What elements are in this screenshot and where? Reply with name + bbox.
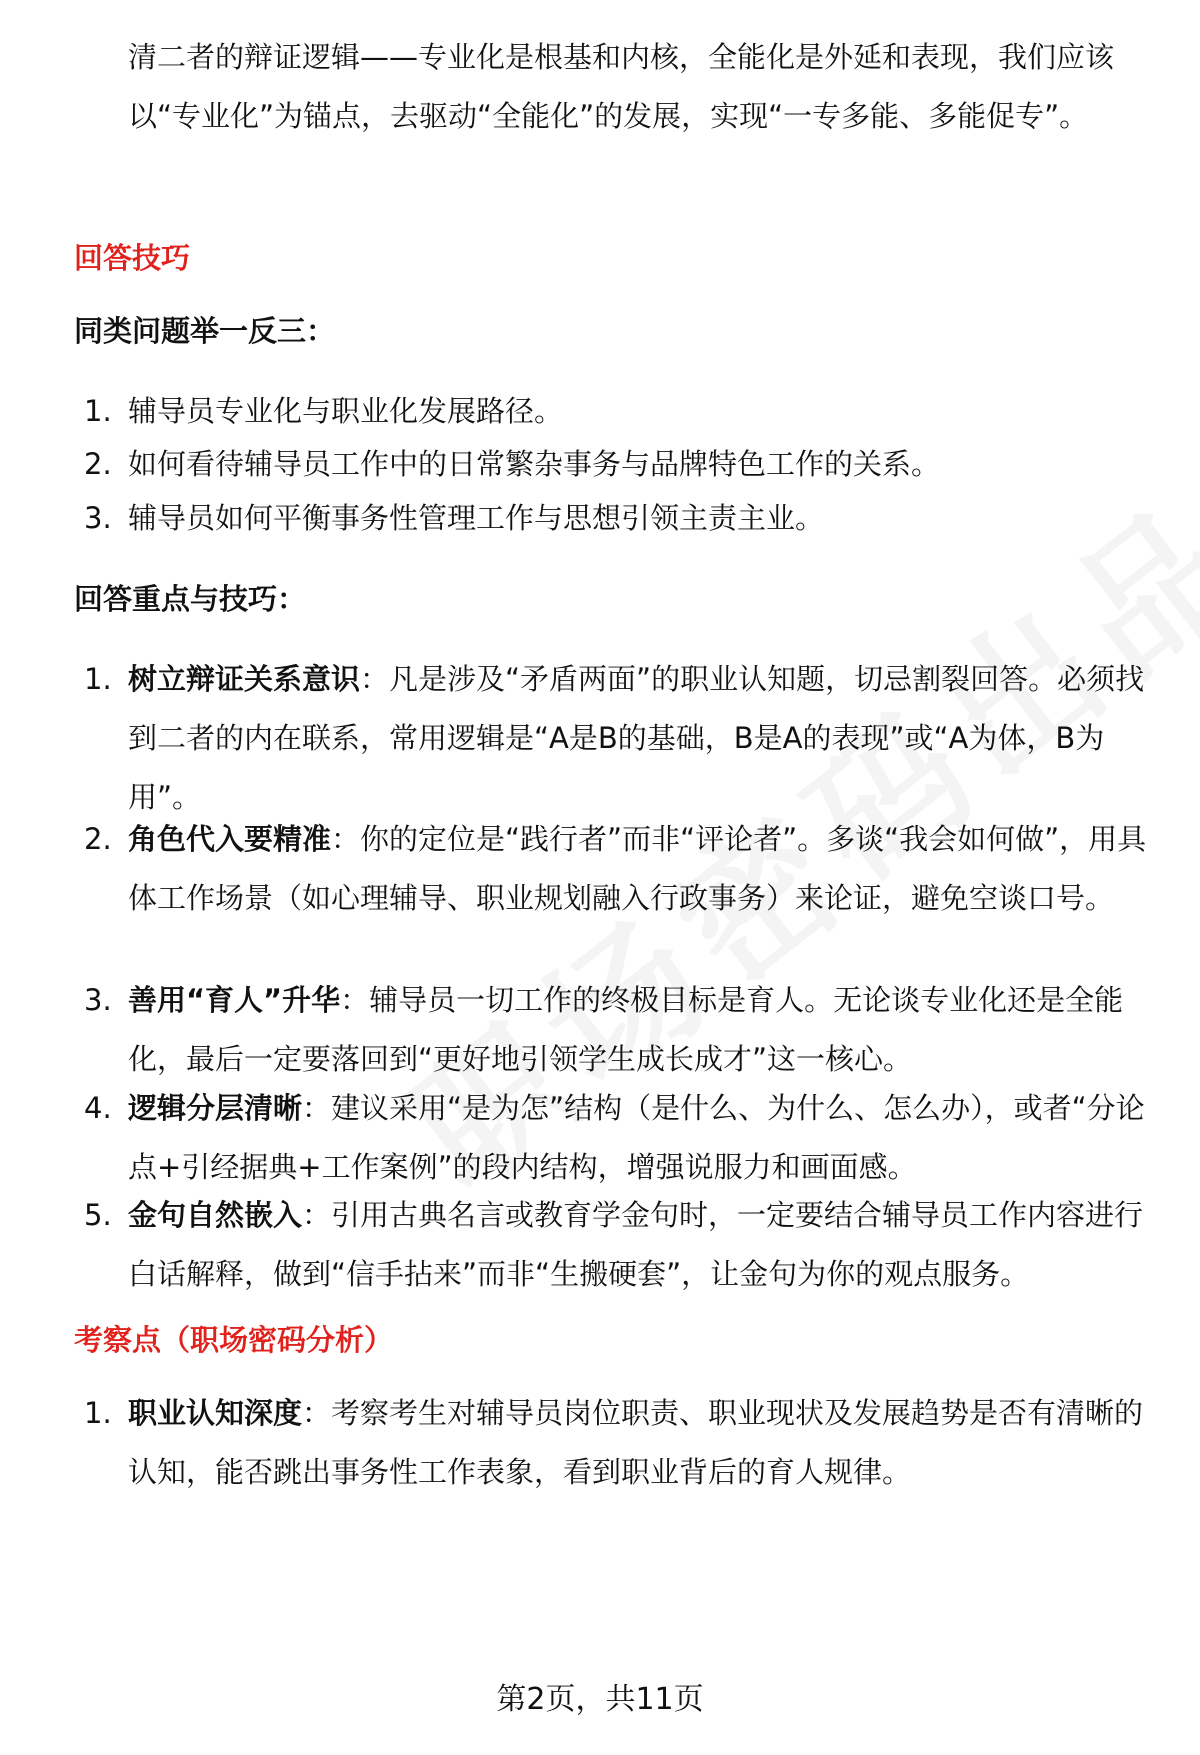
list-number: 3. [84,983,112,1017]
item-detail: ：建议采用“是为怎”结构（是什么、为什么、怎么办），或者“分论点+引经据典+工作案例”的段内结构，增强说服力和画面感。 [128,1091,1145,1184]
list-text: 如何看待辅导员工作中的日常繁杂事务与品牌特色工作的关系。 [128,447,941,481]
list-text [128,1186,1148,1304]
list-number: 2. [84,447,112,481]
list-number: 1. [84,394,112,428]
list-text: 辅导员如何平衡事务性管理工作与思想引领主责主业。 [128,501,825,535]
item-lead: 职业认知深度 [128,1396,303,1430]
list-text: 辅导员专业化与职业化发展路径。 [128,394,564,428]
list-text [128,810,1148,928]
section-title-answer-tips: 回答技巧 [74,241,191,275]
item-lead: 金句自然嵌入 [128,1198,303,1232]
key-points-heading: 回答重点与技巧： [74,582,307,616]
list-number: 1. [84,662,112,696]
item-lead: 善用“育人”升华 [128,983,341,1017]
list-number: 4. [84,1091,112,1125]
list-number: 1. [84,1396,112,1430]
list-text [128,971,1148,1089]
list-number: 3. [84,501,112,535]
item-detail: ：凡是涉及“矛盾两面”的职业认知题，切忌割裂回答。必须找到二者的内在联系，常用逻辑是“A是B的基础，B是A的表现”或“A为体，B为用”。 [128,662,1145,814]
item-detail: ：辅导员一切工作的终极目标是育人。无论谈专业化还是全能化，最后一定要落回到“更好地引领学生成长成才”这一核心。 [128,983,1124,1076]
item-detail: ：你的定位是“践行者”而非“评论者”。多谈“我会如何做”，用具体工作场景（如心理辅导、职业规划融入行政事务）来论证，避免空谈口号。 [128,822,1147,915]
similar-questions-heading: 同类问题举一反三： [74,314,336,348]
list-text [128,1384,1148,1502]
item-detail: ：考察考生对辅导员岗位职责、职业现状及发展趋势是否有清晰的认知，能否跳出事务性工作表象，看到职业背后的育人规律。 [128,1396,1144,1489]
item-lead: 角色代入要精准 [128,822,332,856]
item-detail: ：引用古典名言或教育学金句时，一定要结合辅导员工作内容进行白话解释，做到“信手拈来”而非“生搬硬套”，让金句为你的观点服务。 [128,1198,1144,1291]
list-number: 2. [84,822,112,856]
intro-paragraph: 清二者的辩证逻辑——专业化是根基和内核，全能化是外延和表现，我们应该以“专业化”为锚点，去驱动“全能化”的发展，实现“一专多能、多能促专”。 [128,40,1115,133]
list-number: 5. [84,1198,112,1232]
item-lead: 树立辩证关系意识 [128,662,361,696]
item-lead: 逻辑分层清晰 [128,1091,303,1125]
list-text [128,1079,1148,1197]
list-text [128,650,1148,827]
section-title-exam-points: 考察点（职场密码分析） [74,1323,394,1357]
page-number-footer: 第2页，共11页 [496,1682,704,1717]
